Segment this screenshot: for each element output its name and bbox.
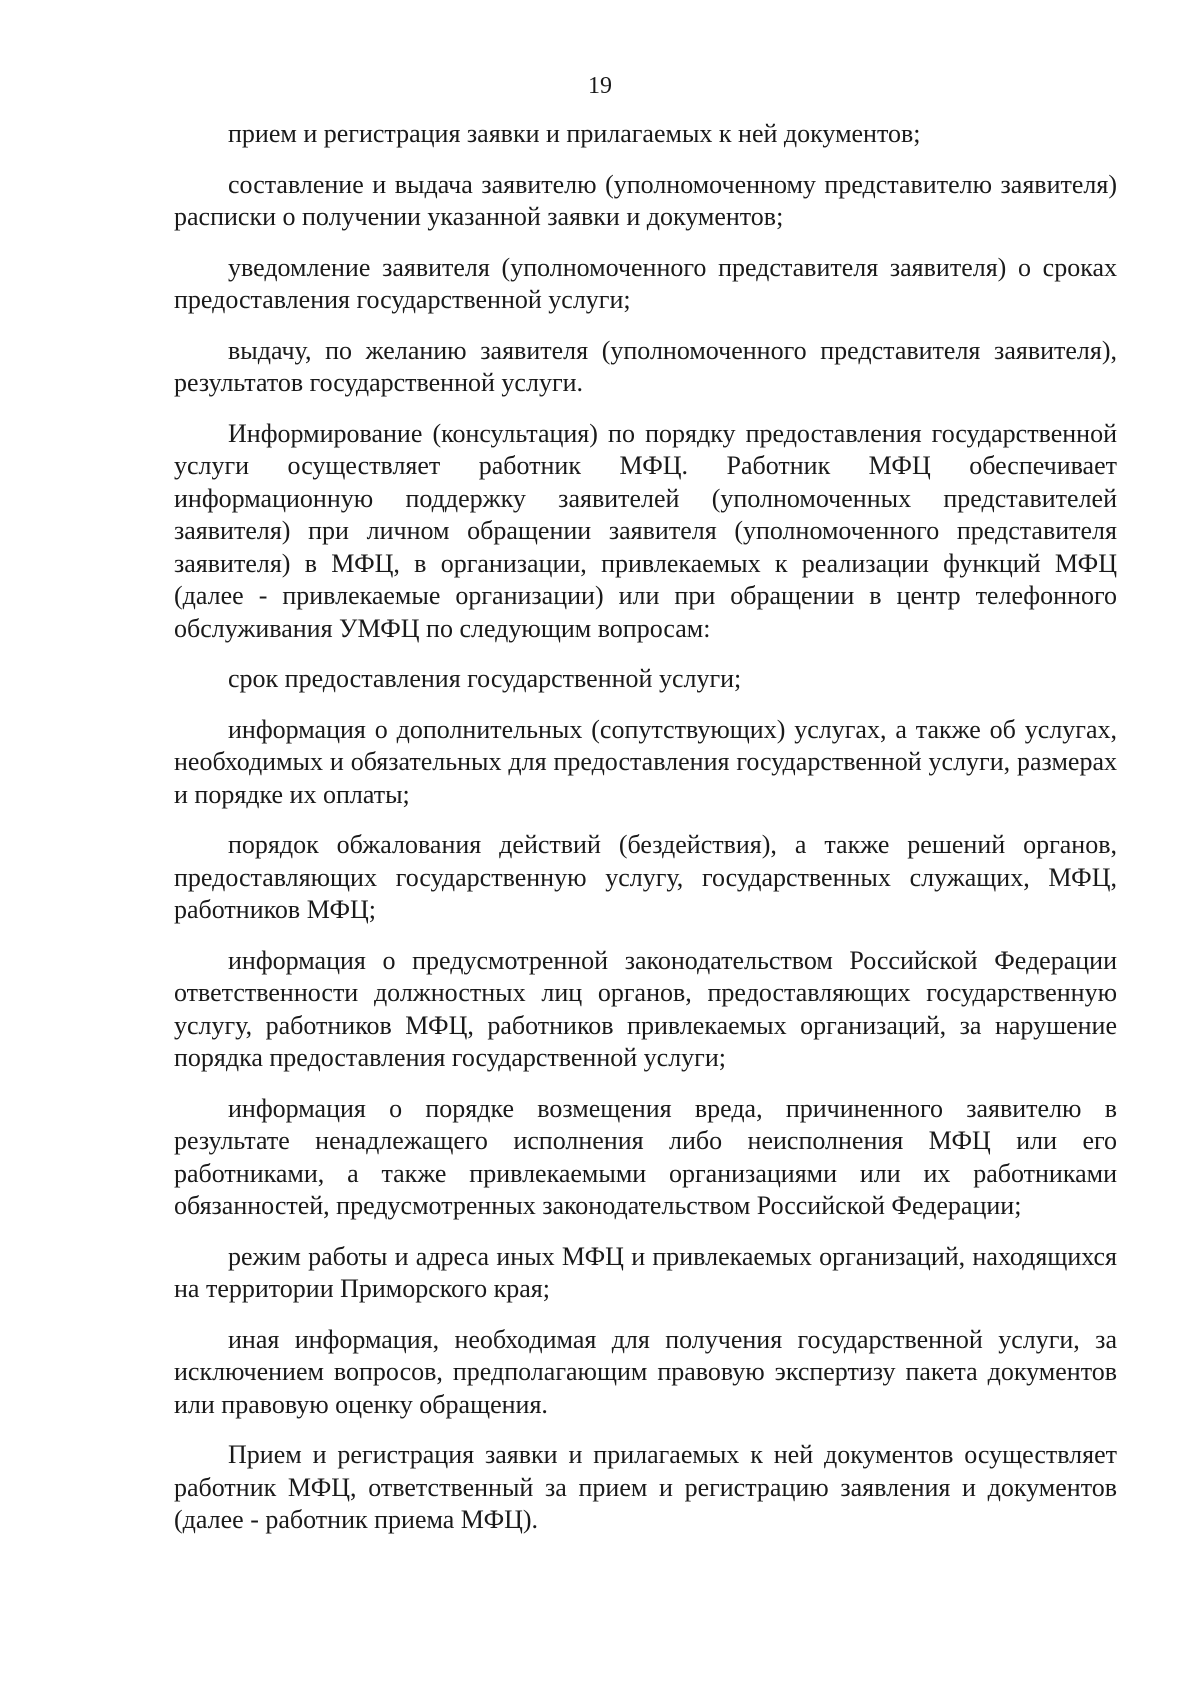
paragraph-other-information: иная информация, необходимая для получения государственной услуги, за исключением вопросов, предполагающим правовую экспертизу пакета документов или правовую оценку обращения. [174,1324,1117,1419]
paragraph-working-hours-addresses: режим работы и адреса иных МФЦ и привлекаемых организаций, находящихся на территории Приморского края; [174,1241,1117,1303]
paragraph-liability-information: информация о предусмотренной законодательством Российской Федерации ответственности должностных лиц органов, предоставляющих государственную услугу, работников МФЦ, работников привлекаемых организаций, за нарушение порядка предоставления государственной услуги; [174,945,1117,1072]
paragraph-informing-consultation: Информирование (консультация) по порядку предоставления государственной услуги осуществляет работник МФЦ. Работник МФЦ обеспечивает информационную поддержку заявителей (уполномоченных представителей заявителя) при личном обращении заявителя (уполномоченного представителя заявителя) в МФЦ, в организации, привлекаемых к реализации функций МФЦ (далее - привлекаемые организации) или при обращении в центр телефонного обслуживания УМФЦ по следующим вопросам: [174,418,1117,643]
paragraph-deadline-notification: уведомление заявителя (уполномоченного представителя заявителя) о сроках предоставления государственной услуги; [174,252,1117,314]
paragraph-damage-compensation: информация о порядке возмещения вреда, причиненного заявителю в результате ненадлежащего исполнения либо неисполнения МФЦ или его работниками, а также привлекаемыми организациями или их работниками обязанностей, предусмотренных законодательством Российской Федерации; [174,1093,1117,1220]
paragraph-intake-responsibility: Прием и регистрация заявки и прилагаемых к ней документов осуществляет работник МФЦ, ответственный за прием и регистрацию заявления и документов (далее - работник приема МФЦ). [174,1440,1117,1534]
paragraph-intake-registration: прием и регистрация заявки и прилагаемых к ней документов; [228,119,921,148]
paragraph-receipt-issuance: составление и выдача заявителю (уполномоченному представителю заявителя) расписки о получении указанной заявки и документов; [174,169,1117,231]
paragraph-results-delivery: выдачу, по желанию заявителя (уполномоченного представителя заявителя), результатов государственной услуги. [174,335,1117,397]
document-body [174,118,1117,1555]
page-number: 19 [588,73,612,99]
paragraph-additional-services: информация о дополнительных (сопутствующих) услугах, а также об услугах, необходимых и обязательных для предоставления государственной услуги, размерах и порядке их оплаты; [174,714,1117,809]
paragraph-appeal-procedure: порядок обжалования действий (бездействия), а также решений органов, предоставляющих государственную услугу, государственных служащих, МФЦ, работников МФЦ; [174,830,1117,924]
paragraph-service-deadline: срок предоставления государственной услуги; [228,664,742,693]
